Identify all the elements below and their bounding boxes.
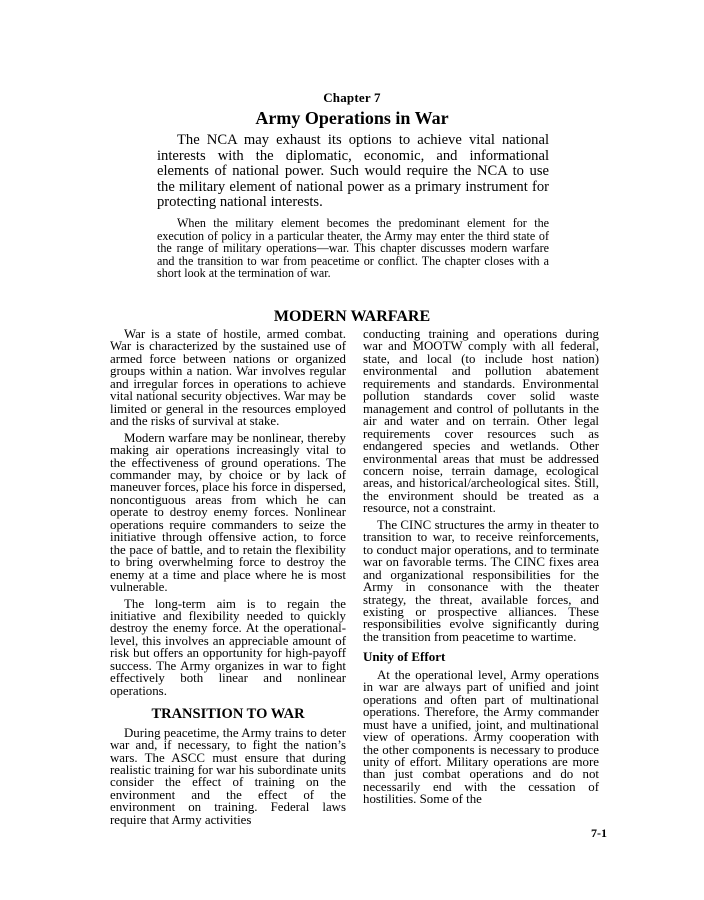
intro-paragraph: When the military element becomes the predominant element for the execution of policy in a particular theater, the Army may enter the third state of the range of military operations—war. This chapter discusses modern warfare and the transition to war from peacetime or conflict. The chapter closes with a short look at the termination of war. [157,215,549,281]
body-paragraph: conducting training and operations during war and MOOTW comply with all federal, state, and local (to include host nation) environmental and pollution abatement requirements and standards. Environmental pollution standards cover solid waste management and control of pollutants in the air and water and on terrain. Other legal requirements cover resources such as endangered species and wetlands. Other environmental areas that must be addressed concern noise, terrain damage, ecological areas, and historical/archeological sites. Still, the environment should be treated as a resource, not a constraint. [363,327,599,516]
page-number: 7-1 [591,826,607,840]
chapter-title: Army Operations in War [255,108,449,128]
chapter-intro [157,133,549,280]
subheading: TRANSITION TO WAR [151,706,305,723]
body-paragraph: At the operational level, Army operations in war are always part of unified and joint operations and often part of multinational operations. Therefore, the Army commander must have a unified, joint, and multinational view of operations. Army cooperation with the other components is necessary to produce unity of effort. Military operations are more than just combat operations and do not necessarily end with the cessation of hostilities. Some of the [363,667,599,807]
intro-paragraph: The NCA may exhaust its options to achieve vital national interests with the diplomatic, economic, and informational elements of national power. Such would require the NCA to use the military element of national power as a primary instrument for protecting national interests. [157,132,549,211]
subheading: Unity of Effort [363,649,446,665]
body-paragraph: During peacetime, the Army trains to deter war and, if necessary, to fight the nation’s wars. The ASCC must ensure that during realistic training for war his subordinate units consider the effect of training on the environment and the effect of the environment on training. Federal laws require that Army activities [110,725,346,827]
body-paragraph: The long-term aim is to regain the initiative and flexibility needed to quickly destroy the enemy force. At the operational-level, this involves an appreciable amount of risk but offers an opportunity for high-payoff success. The Army organizes in war to fight effectively both linear and nonlinear operations. [110,596,346,698]
chapter-label: Chapter 7 [323,90,381,105]
body-paragraph: War is a state of hostile, armed combat. War is characterized by the sustained use of armed force between nations or organized groups within a nation. War involves regular and irregular forces in operations to achieve vital national security objectives. War may be limited or general in the resources employed and the risks of survival at stake. [110,327,346,429]
left-column [110,328,346,830]
body-paragraph: Modern warfare may be nonlinear, thereby making air operations increasingly vital to the effectiveness of ground operations. The commander may, by choice or by lack of maneuver forces, place his force in dispersed, noncontiguous areas from which he can operate to destroy enemy forces. Nonlinear operations require commanders to seize the initiative through offensive action, to force the pace of battle, and to retain the flexibility to bring overwhelming force to destroy the enemy at a time and place where he is most vulnerable. [110,430,346,595]
right-column [363,328,599,810]
section-heading: MODERN WARFARE [273,308,431,325]
body-paragraph: The CINC structures the army in theater to transition to war, to receive reinforcements, to conduct major operations, and to terminate war on favorable terms. The CINC fixes area and organizational responsibilities for the Army in consonance with the theater strategy, the threat, available forces, and existing or prospective alliances. These responsibilities evolve significantly during the transition from peacetime to wartime. [363,517,599,644]
